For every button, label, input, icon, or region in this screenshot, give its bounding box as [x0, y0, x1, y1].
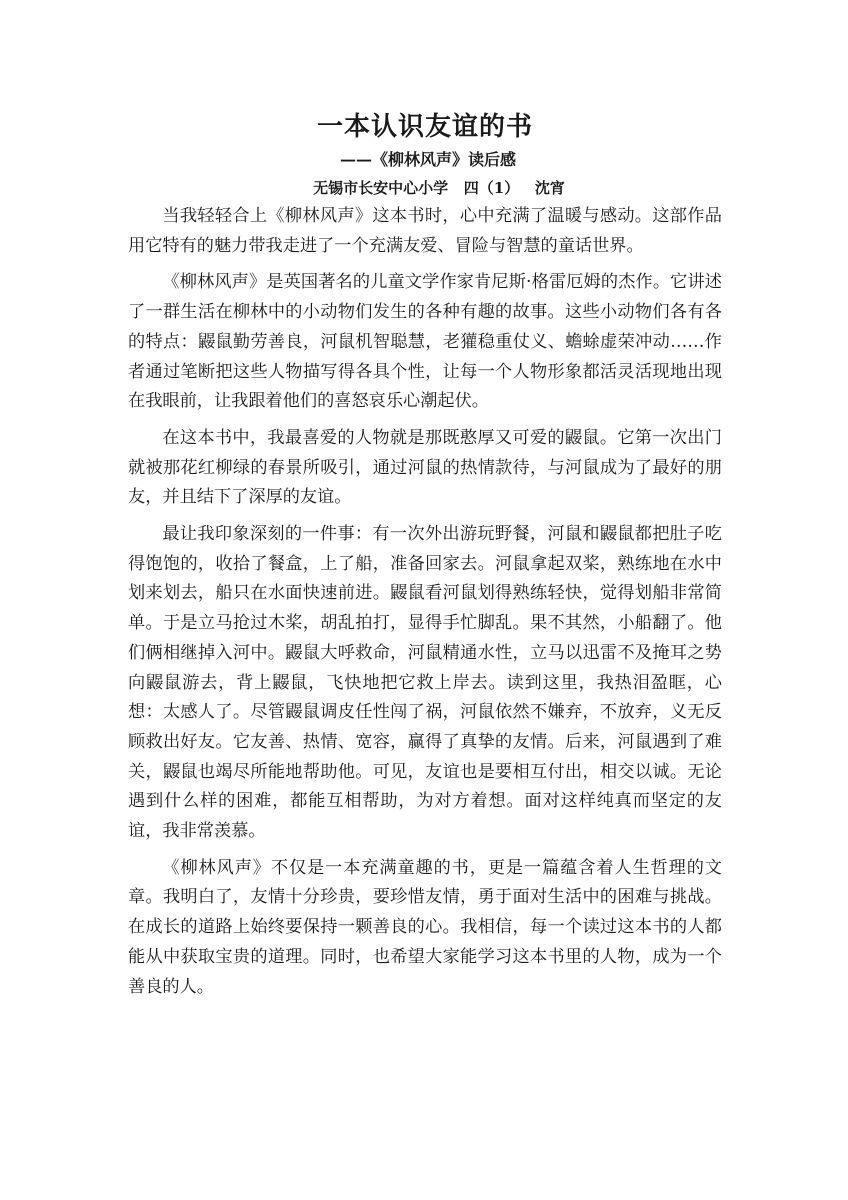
paragraph: 最让我印象深刻的一件事：有一次外出游玩野餐，河鼠和鼹鼠都把肚子吃得饱饱的，收拾了餐盒，上了船，准备回家去。河鼠拿起双桨，熟练地在水中划来划去，船只在水面快速前进。鼹鼠看河鼠划得熟练轻快，觉得划船非常简单。于是立马抢过木桨，胡乱拍打，显得手忙脚乱。果不其然，小船翻了。他们俩相继掉入河中。鼹鼠大呼救命，河鼠精通水性，立马以迅雷不及掩耳之势向鼹鼠游去，背上鼹鼠，飞快地把它救上岸去。读到这里，我热泪盈眶，心想：太感人了。尽管鼹鼠调皮任性闯了祸，河鼠依然不嫌弃，不放弃，义无反顾救出好友。它友善、热情、宽容，赢得了真挚的友情。后来，河鼠遇到了难关，鼹鼠也竭尽所能地帮助他。可见，友谊也是要相互付出，相交以诚。无论遇到什么样的困难，都能互相帮助，为对方着想。面对这样纯真而坚定的友谊，我非常羡慕。: [128, 524, 722, 842]
paragraph: 《柳林风声》是英国著名的儿童文学作家肯尼斯·格雷厄姆的杰作。它讲述了一群生活在柳林中的小动物们发生的各种有趣的故事。这些小动物们各有各的特点：鼹鼠勤劳善良，河鼠机智聪慧，老獾稳重仗义、蟾蜍虚荣冲动……作者通过笔断把这些人物描写得各具个性，让每一个人物形象都活灵活现地出现在我眼前，让我跟着他们的喜怒哀乐心潮起伏。: [128, 272, 722, 412]
document-body: [128, 202, 722, 1002]
paragraph: 当我轻轻合上《柳林风声》这本书时，心中充满了温暖与感动。这部作品用它特有的魅力带我走进了一个充满友爱、冒险与智慧的童话世界。: [128, 206, 722, 256]
paragraph: 在这本书中，我最喜爱的人物就是那既憨厚又可爱的鼹鼠。它第一次出门就被那花红柳绿的春景所吸引，通过河鼠的热情款待，与河鼠成为了最好的朋友，并且结下了深厚的友谊。: [128, 427, 722, 508]
document-subtitle: ——《柳林风声》读后感: [339, 150, 516, 169]
paragraph: 《柳林风声》不仅是一本充满童趣的书，更是一篇蕴含着人生哲理的文章。我明白了，友情十分珍贵，要珍惜友情，勇于面对生活中的困难与挑战。在成长的道路上始终要保持一颗善良的心。我相信，每一个读过这本书的人都能从中获取宝贵的道理。同时，也希望大家能学习这本书里的人物，成为一个善良的人。: [128, 857, 722, 997]
document-page: [128, 108, 722, 1009]
author-byline: 无锡市长安中心小学 四（1） 沈宵: [313, 179, 565, 197]
document-title: 一本认识友谊的书: [316, 112, 533, 142]
